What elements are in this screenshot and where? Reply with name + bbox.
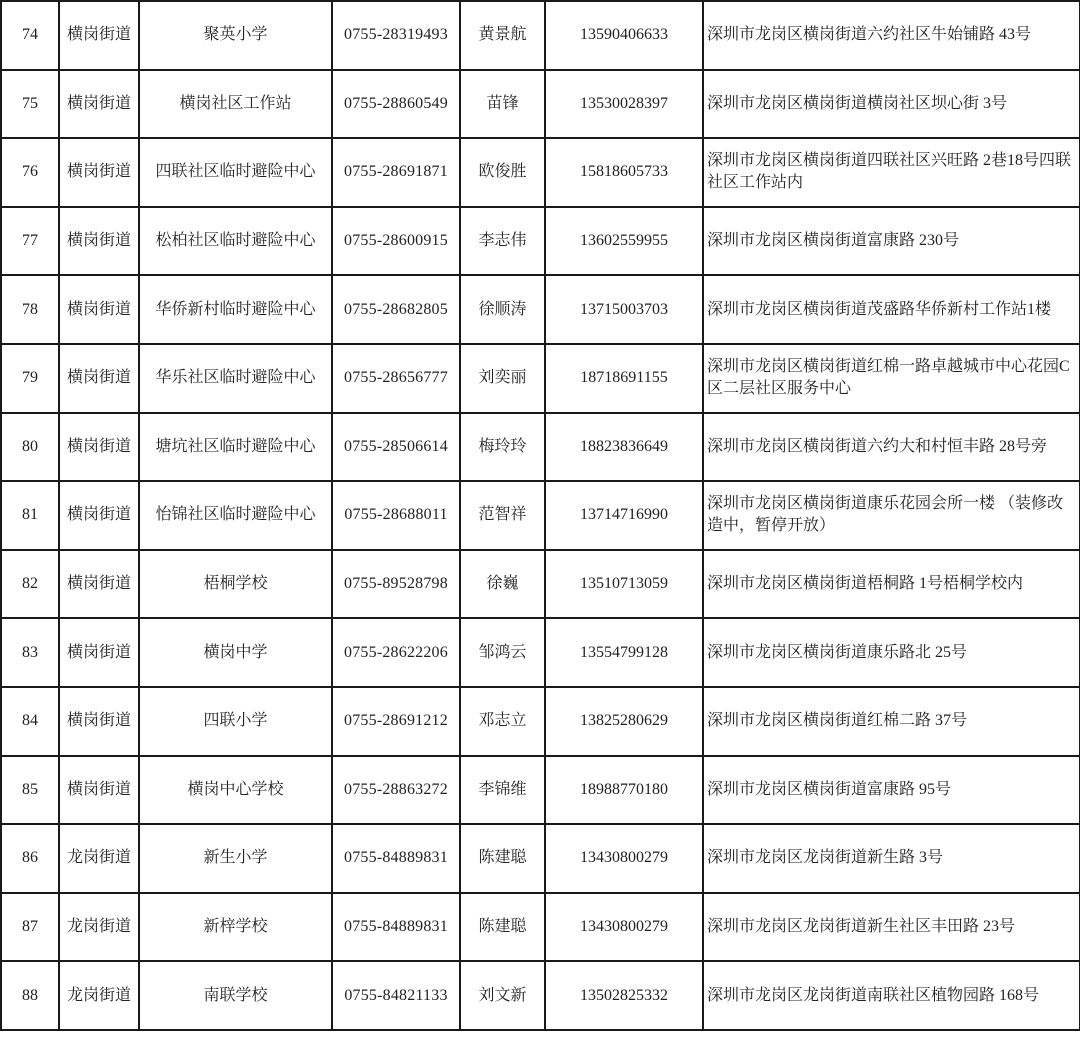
mobile-phone: 18823836649 — [545, 413, 703, 482]
contact-person: 徐顺涛 — [460, 275, 545, 344]
address: 深圳市龙岗区龙岗街道新生社区丰田路 23号 — [703, 893, 1080, 962]
landline-phone: 0755-28691212 — [332, 687, 460, 756]
row-number: 86 — [1, 824, 59, 893]
street-name: 横岗街道 — [59, 138, 139, 207]
row-number: 77 — [1, 207, 59, 276]
site-name: 怡锦社区临时避险中心 — [139, 481, 332, 550]
landline-phone: 0755-28656777 — [332, 344, 460, 413]
site-name: 四联社区临时避险中心 — [139, 138, 332, 207]
address: 深圳市龙岗区横岗街道红棉二路 37号 — [703, 687, 1080, 756]
table-body — [1, 1, 1080, 1030]
site-name: 梧桐学校 — [139, 550, 332, 619]
site-name: 新生小学 — [139, 824, 332, 893]
site-name: 南联学校 — [139, 961, 332, 1030]
site-name: 新梓学校 — [139, 893, 332, 962]
address: 深圳市龙岗区横岗街道富康路 230号 — [703, 207, 1080, 276]
mobile-phone: 13430800279 — [545, 893, 703, 962]
row-number: 75 — [1, 70, 59, 139]
table-row — [1, 70, 1080, 139]
street-name: 龙岗街道 — [59, 893, 139, 962]
mobile-phone: 13510713059 — [545, 550, 703, 619]
row-number: 74 — [1, 1, 59, 70]
landline-phone: 0755-28691871 — [332, 138, 460, 207]
row-number: 82 — [1, 550, 59, 619]
address: 深圳市龙岗区横岗街道四联社区兴旺路 2巷18号四联社区工作站内 — [703, 138, 1080, 207]
landline-phone: 0755-28622206 — [332, 618, 460, 687]
contact-person: 范智祥 — [460, 481, 545, 550]
address: 深圳市龙岗区横岗街道红棉一路卓越城市中心花园C区二层社区服务中心 — [703, 344, 1080, 413]
contact-person: 欧俊胜 — [460, 138, 545, 207]
street-name: 横岗街道 — [59, 70, 139, 139]
street-name: 横岗街道 — [59, 687, 139, 756]
mobile-phone: 13502825332 — [545, 961, 703, 1030]
contact-person: 刘文新 — [460, 961, 545, 1030]
mobile-phone: 13602559955 — [545, 207, 703, 276]
landline-phone: 0755-28319493 — [332, 1, 460, 70]
table-row — [1, 413, 1080, 482]
contact-person: 李锦维 — [460, 756, 545, 825]
row-number: 88 — [1, 961, 59, 1030]
table-row — [1, 138, 1080, 207]
table-row — [1, 344, 1080, 413]
row-number: 87 — [1, 893, 59, 962]
table-row — [1, 207, 1080, 276]
landline-phone: 0755-28688011 — [332, 481, 460, 550]
table-row — [1, 550, 1080, 619]
site-name: 华侨新村临时避险中心 — [139, 275, 332, 344]
street-name: 横岗街道 — [59, 413, 139, 482]
street-name: 横岗街道 — [59, 550, 139, 619]
mobile-phone: 13825280629 — [545, 687, 703, 756]
street-name: 横岗街道 — [59, 275, 139, 344]
contact-person: 邓志立 — [460, 687, 545, 756]
table-row — [1, 1, 1080, 70]
table-row — [1, 687, 1080, 756]
site-name: 横岗社区工作站 — [139, 70, 332, 139]
address: 深圳市龙岗区横岗街道梧桐路 1号梧桐学校内 — [703, 550, 1080, 619]
street-name: 横岗街道 — [59, 756, 139, 825]
table-row — [1, 481, 1080, 550]
address: 深圳市龙岗区龙岗街道南联社区植物园路 168号 — [703, 961, 1080, 1030]
mobile-phone: 18988770180 — [545, 756, 703, 825]
table-row — [1, 275, 1080, 344]
mobile-phone: 13554799128 — [545, 618, 703, 687]
site-name: 塘坑社区临时避险中心 — [139, 413, 332, 482]
row-number: 85 — [1, 756, 59, 825]
address: 深圳市龙岗区横岗街道康乐花园会所一楼 （装修改造中，暂停开放） — [703, 481, 1080, 550]
landline-phone: 0755-28682805 — [332, 275, 460, 344]
contact-person: 刘奕丽 — [460, 344, 545, 413]
street-name: 龙岗街道 — [59, 961, 139, 1030]
contact-person: 苗锋 — [460, 70, 545, 139]
site-name: 聚英小学 — [139, 1, 332, 70]
contact-person: 邹鸿云 — [460, 618, 545, 687]
street-name: 龙岗街道 — [59, 824, 139, 893]
contact-person: 陈建聪 — [460, 893, 545, 962]
mobile-phone: 13714716990 — [545, 481, 703, 550]
row-number: 83 — [1, 618, 59, 687]
street-name: 横岗街道 — [59, 1, 139, 70]
table-row — [1, 961, 1080, 1030]
site-name: 横岗中学 — [139, 618, 332, 687]
street-name: 横岗街道 — [59, 481, 139, 550]
table-row — [1, 893, 1080, 962]
landline-phone: 0755-89528798 — [332, 550, 460, 619]
contact-person: 梅玲玲 — [460, 413, 545, 482]
site-name: 松柏社区临时避险中心 — [139, 207, 332, 276]
row-number: 78 — [1, 275, 59, 344]
table-row — [1, 824, 1080, 893]
table-row — [1, 756, 1080, 825]
mobile-phone: 15818605733 — [545, 138, 703, 207]
contact-person: 李志伟 — [460, 207, 545, 276]
address: 深圳市龙岗区横岗街道六约大和村恒丰路 28号旁 — [703, 413, 1080, 482]
mobile-phone: 13430800279 — [545, 824, 703, 893]
row-number: 76 — [1, 138, 59, 207]
landline-phone: 0755-28860549 — [332, 70, 460, 139]
row-number: 84 — [1, 687, 59, 756]
landline-phone: 0755-28506614 — [332, 413, 460, 482]
street-name: 横岗街道 — [59, 618, 139, 687]
contact-person: 黄景航 — [460, 1, 545, 70]
address: 深圳市龙岗区横岗街道富康路 95号 — [703, 756, 1080, 825]
mobile-phone: 18718691155 — [545, 344, 703, 413]
landline-phone: 0755-28863272 — [332, 756, 460, 825]
contact-person: 徐巍 — [460, 550, 545, 619]
address: 深圳市龙岗区横岗街道六约社区牛始铺路 43号 — [703, 1, 1080, 70]
site-name: 华乐社区临时避险中心 — [139, 344, 332, 413]
site-name: 横岗中心学校 — [139, 756, 332, 825]
mobile-phone: 13590406633 — [545, 1, 703, 70]
landline-phone: 0755-84889831 — [332, 893, 460, 962]
site-name: 四联小学 — [139, 687, 332, 756]
landline-phone: 0755-84821133 — [332, 961, 460, 1030]
row-number: 79 — [1, 344, 59, 413]
row-number: 80 — [1, 413, 59, 482]
street-name: 横岗街道 — [59, 344, 139, 413]
address: 深圳市龙岗区横岗街道康乐路北 25号 — [703, 618, 1080, 687]
landline-phone: 0755-28600915 — [332, 207, 460, 276]
landline-phone: 0755-84889831 — [332, 824, 460, 893]
mobile-phone: 13715003703 — [545, 275, 703, 344]
address: 深圳市龙岗区龙岗街道新生路 3号 — [703, 824, 1080, 893]
table-row — [1, 618, 1080, 687]
street-name: 横岗街道 — [59, 207, 139, 276]
address: 深圳市龙岗区横岗街道横岗社区坝心街 3号 — [703, 70, 1080, 139]
address: 深圳市龙岗区横岗街道茂盛路华侨新村工作站1楼 — [703, 275, 1080, 344]
contact-person: 陈建聪 — [460, 824, 545, 893]
row-number: 81 — [1, 481, 59, 550]
mobile-phone: 13530028397 — [545, 70, 703, 139]
